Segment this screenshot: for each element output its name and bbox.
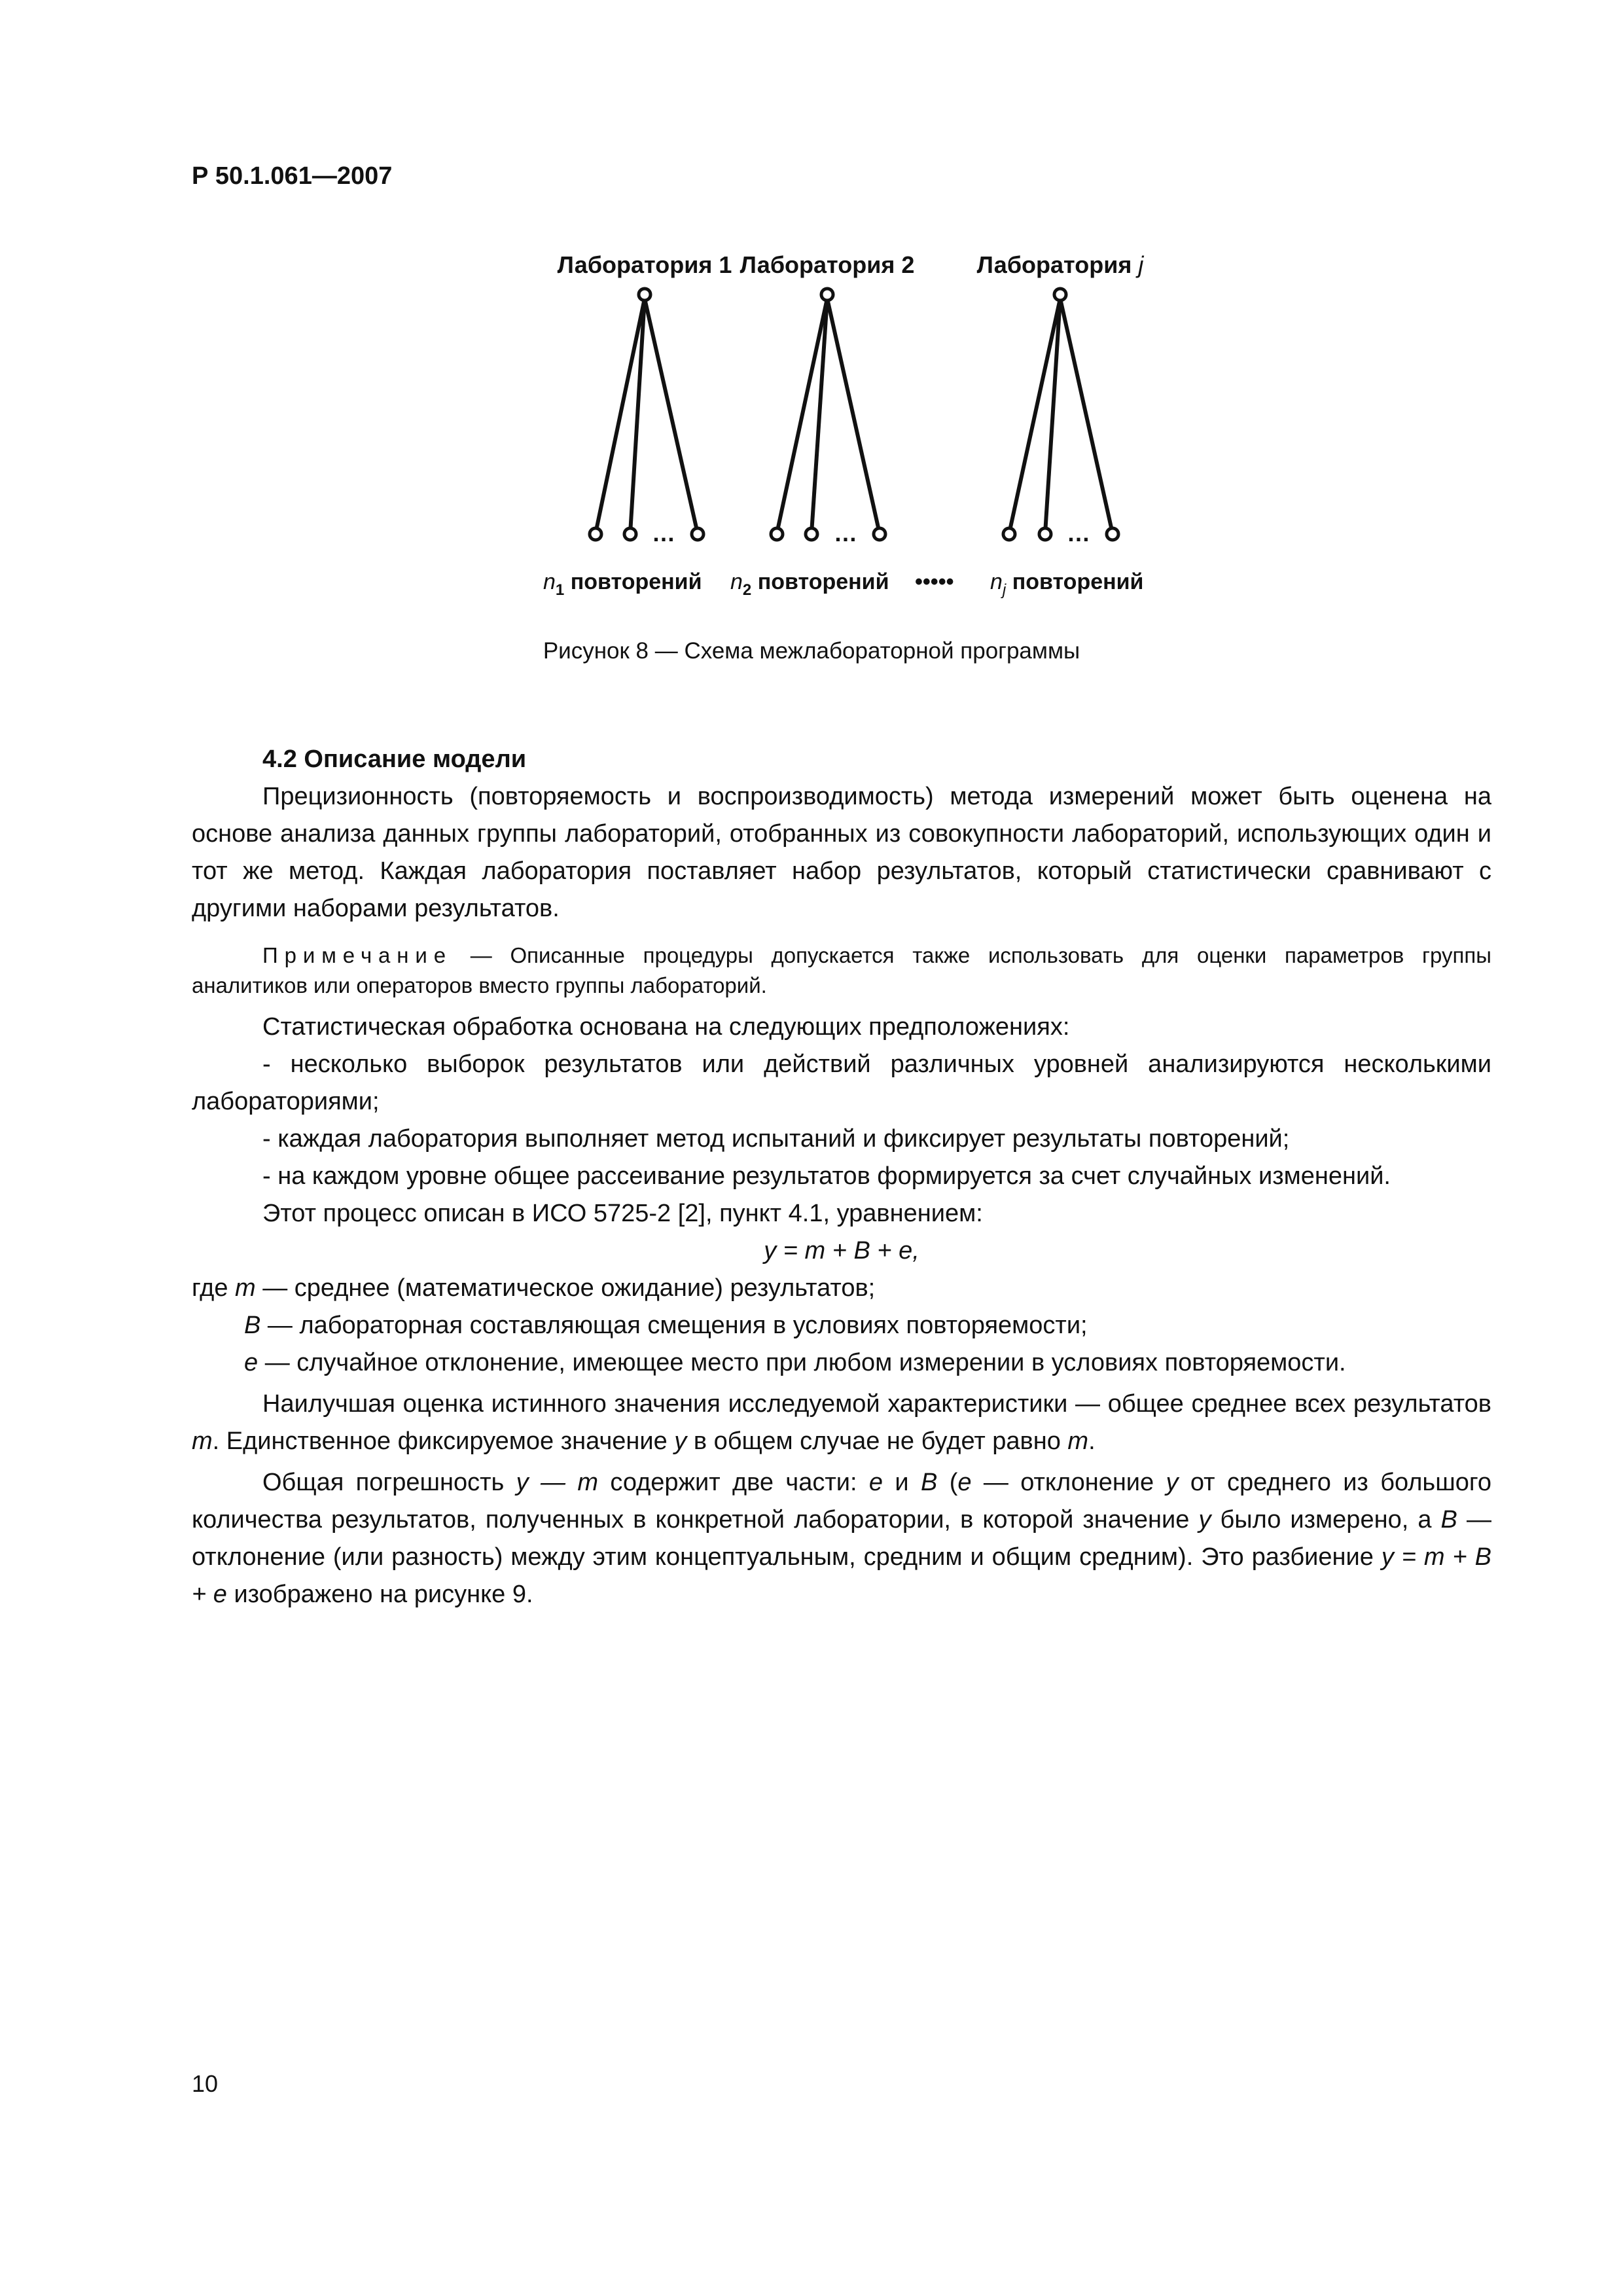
lab-2-line-3 — [827, 298, 880, 533]
page-number: 10 — [192, 2070, 219, 2097]
note-text: — Описанные процедуры допускается также использовать для оценки параметров группы аналитиков или операторов вместо группы лабораторий. — [192, 943, 1491, 997]
document-code: Р 50.1.061—2007 — [192, 162, 393, 190]
equation: y = m + B + e, — [764, 1237, 919, 1265]
paragraph-process: Этот процесс описан в ИСО 5725-2 [2], пункт 4.1, уравнением: — [262, 1200, 983, 1227]
paragraph-best-estimate: Наилучшая оценка истинного значения исследуемой характеристики — общее среднее всех результатов m. Единственное фиксируемое значение y в общем случае не будет равно m. — [192, 1390, 1491, 1455]
figure-caption: Рисунок 8 — Схема межлабораторной программы — [543, 638, 1080, 664]
between-labs-dots: ••••• — [915, 569, 954, 594]
list-item: - несколько выборок результатов или действий различных уровней анализируются несколькими лабораториями; — [192, 1050, 1491, 1115]
lab-1-ellipsis: … — [652, 520, 675, 547]
lab-1-repeat-node — [624, 528, 636, 540]
lab-1-repeats-label: $n_1$ повторений — [543, 569, 702, 599]
lab-j-repeat-node — [1107, 528, 1118, 540]
section-heading: 4.2 Описание модели — [262, 745, 527, 773]
lab-2-repeat-node — [806, 528, 817, 540]
lab-2-repeat-node — [771, 528, 783, 540]
lab-j-repeat-node — [1039, 528, 1051, 540]
paragraph-precision: Прецизионность (повторяемость и воспроизводимость) метода измерений может быть оценена на основе анализа данных группы лабораторий, отобранных из совокупности лабораторий, использующих один и тот же метод. Каждая лаборатория поставляет набор результатов, который статистически сравнивают с другими наборами результатов. — [192, 783, 1491, 922]
lab-2-ellipsis: … — [834, 520, 857, 547]
interlab-scheme-figure — [543, 242, 1165, 609]
lab-1-repeat-node — [590, 528, 601, 540]
lab-1-repeat-node — [692, 528, 704, 540]
where-b: B — лабораторная составляющая смещения в условиях повторяемости; — [244, 1312, 1088, 1339]
lab-j-label: Лаборатория j — [976, 251, 1144, 278]
list-item: - каждая лаборатория выполняет метод испытаний и фиксирует результаты повторений; — [262, 1125, 1290, 1153]
section-body — [192, 741, 1491, 1613]
lab-j-ellipsis: … — [1067, 520, 1090, 547]
where-m: где m — среднее (математическое ожидание) результатов; — [192, 1274, 876, 1302]
lab-j-repeat-node — [1003, 528, 1015, 540]
lab-2-repeat-node — [874, 528, 885, 540]
lab-1-label: Лаборатория 1 — [557, 251, 732, 278]
where-e: e — случайное отклонение, имеющее место при любом измерении в условиях повторяемости. — [244, 1349, 1346, 1376]
lab-1-node — [639, 289, 651, 300]
lab-j-repeats-label: $n_j$ повторений — [990, 569, 1144, 599]
lab-2-repeats-label: $n_2$ повторений — [730, 569, 889, 599]
lab-2-label: Лаборатория 2 — [740, 251, 915, 278]
list-item: - на каждом уровне общее рассеивание результатов формируется за счет случайных изменений. — [262, 1162, 1391, 1190]
lab-j-line-3 — [1060, 298, 1113, 533]
paragraph-assumptions: Статистическая обработка основана на следующих предположениях: — [262, 1013, 1070, 1041]
lab-j-node — [1054, 289, 1066, 300]
note — [192, 941, 1491, 1001]
lab-1-line-3 — [645, 298, 698, 533]
lab-2-node — [821, 289, 833, 300]
paragraph-total-error: Общая погрешность y — m содержит две части: e и B (e — отклонение y от среднего из большого количества результатов, полученных в конкретной лаборатории, в которой значение y было измерено, а B — отклонение (или разность) между этим концептуальным, средним и общим средним). Это разбиение y = m + B + e изображено на рисунке 9. — [192, 1469, 1492, 1608]
note-label: Примечание — [262, 943, 453, 967]
